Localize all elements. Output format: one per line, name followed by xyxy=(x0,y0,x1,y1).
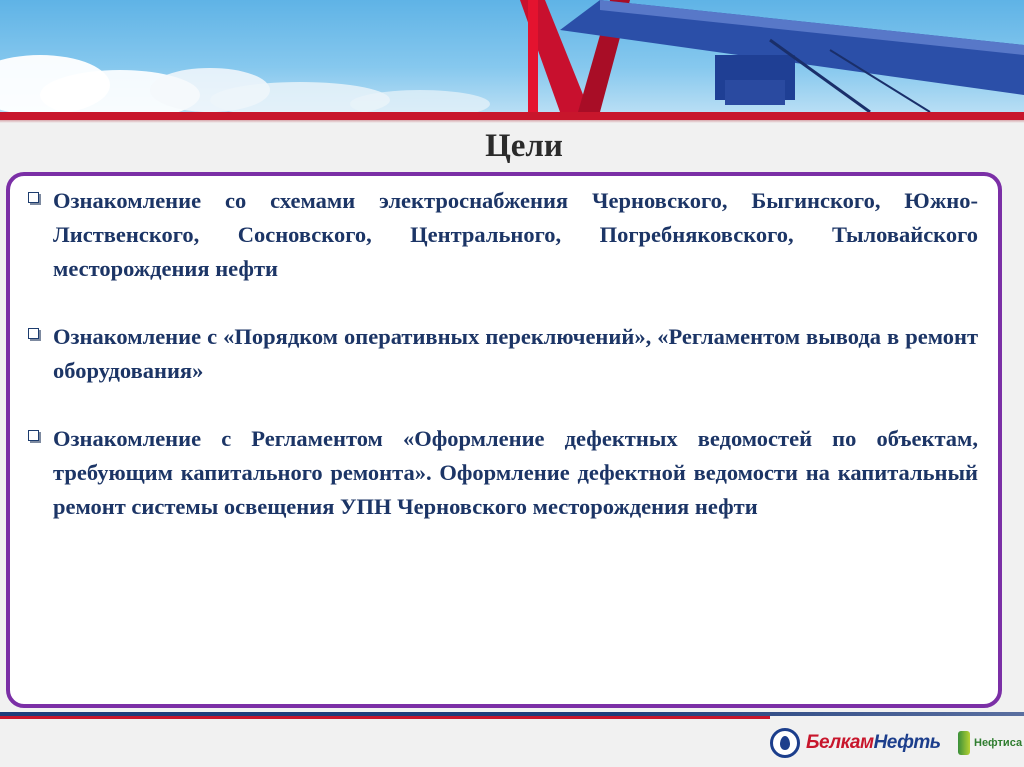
belkamneft-logo xyxy=(770,722,945,764)
header-red-stripe xyxy=(0,112,1024,120)
goals-list xyxy=(28,184,978,558)
goal-text: Ознакомление с «Порядком оперативных переключений», «Регламентом вывода в ремонт оборудования» xyxy=(53,324,978,383)
footer-red-stripe xyxy=(0,716,770,719)
square-bullet-icon xyxy=(28,328,39,339)
neftisa-logo-text: Нефтиса xyxy=(974,737,1023,749)
neftisa-logo xyxy=(958,728,1024,758)
goal-item xyxy=(28,422,978,524)
header-banner-image xyxy=(0,0,1024,112)
oil-drop-icon xyxy=(770,728,800,758)
neftisa-emblem-icon xyxy=(958,731,970,755)
goal-text: Ознакомление со схемами электроснабжения Черновского, Быгинского, Южно-Лиственского, Сосновского, Центрального, Погребняковского, Тыловайского месторождения нефти xyxy=(53,188,978,281)
belkamneft-logo-text: БелкамНефть xyxy=(806,732,941,753)
square-bullet-icon xyxy=(28,192,39,203)
goal-text: Ознакомление с Регламентом «Оформление дефектных ведомостей по объектам, требующим капитального ремонта». Оформление дефектной ведомости на капитальный ремонт системы освещения УПН Черновского месторождения нефти xyxy=(53,426,978,519)
goal-item xyxy=(28,320,978,388)
goal-item xyxy=(28,184,978,286)
header-red-shadow xyxy=(0,120,1024,123)
slide-title: Цели xyxy=(485,128,563,164)
square-bullet-icon xyxy=(28,430,39,441)
oil-pump-illustration xyxy=(0,0,1024,112)
